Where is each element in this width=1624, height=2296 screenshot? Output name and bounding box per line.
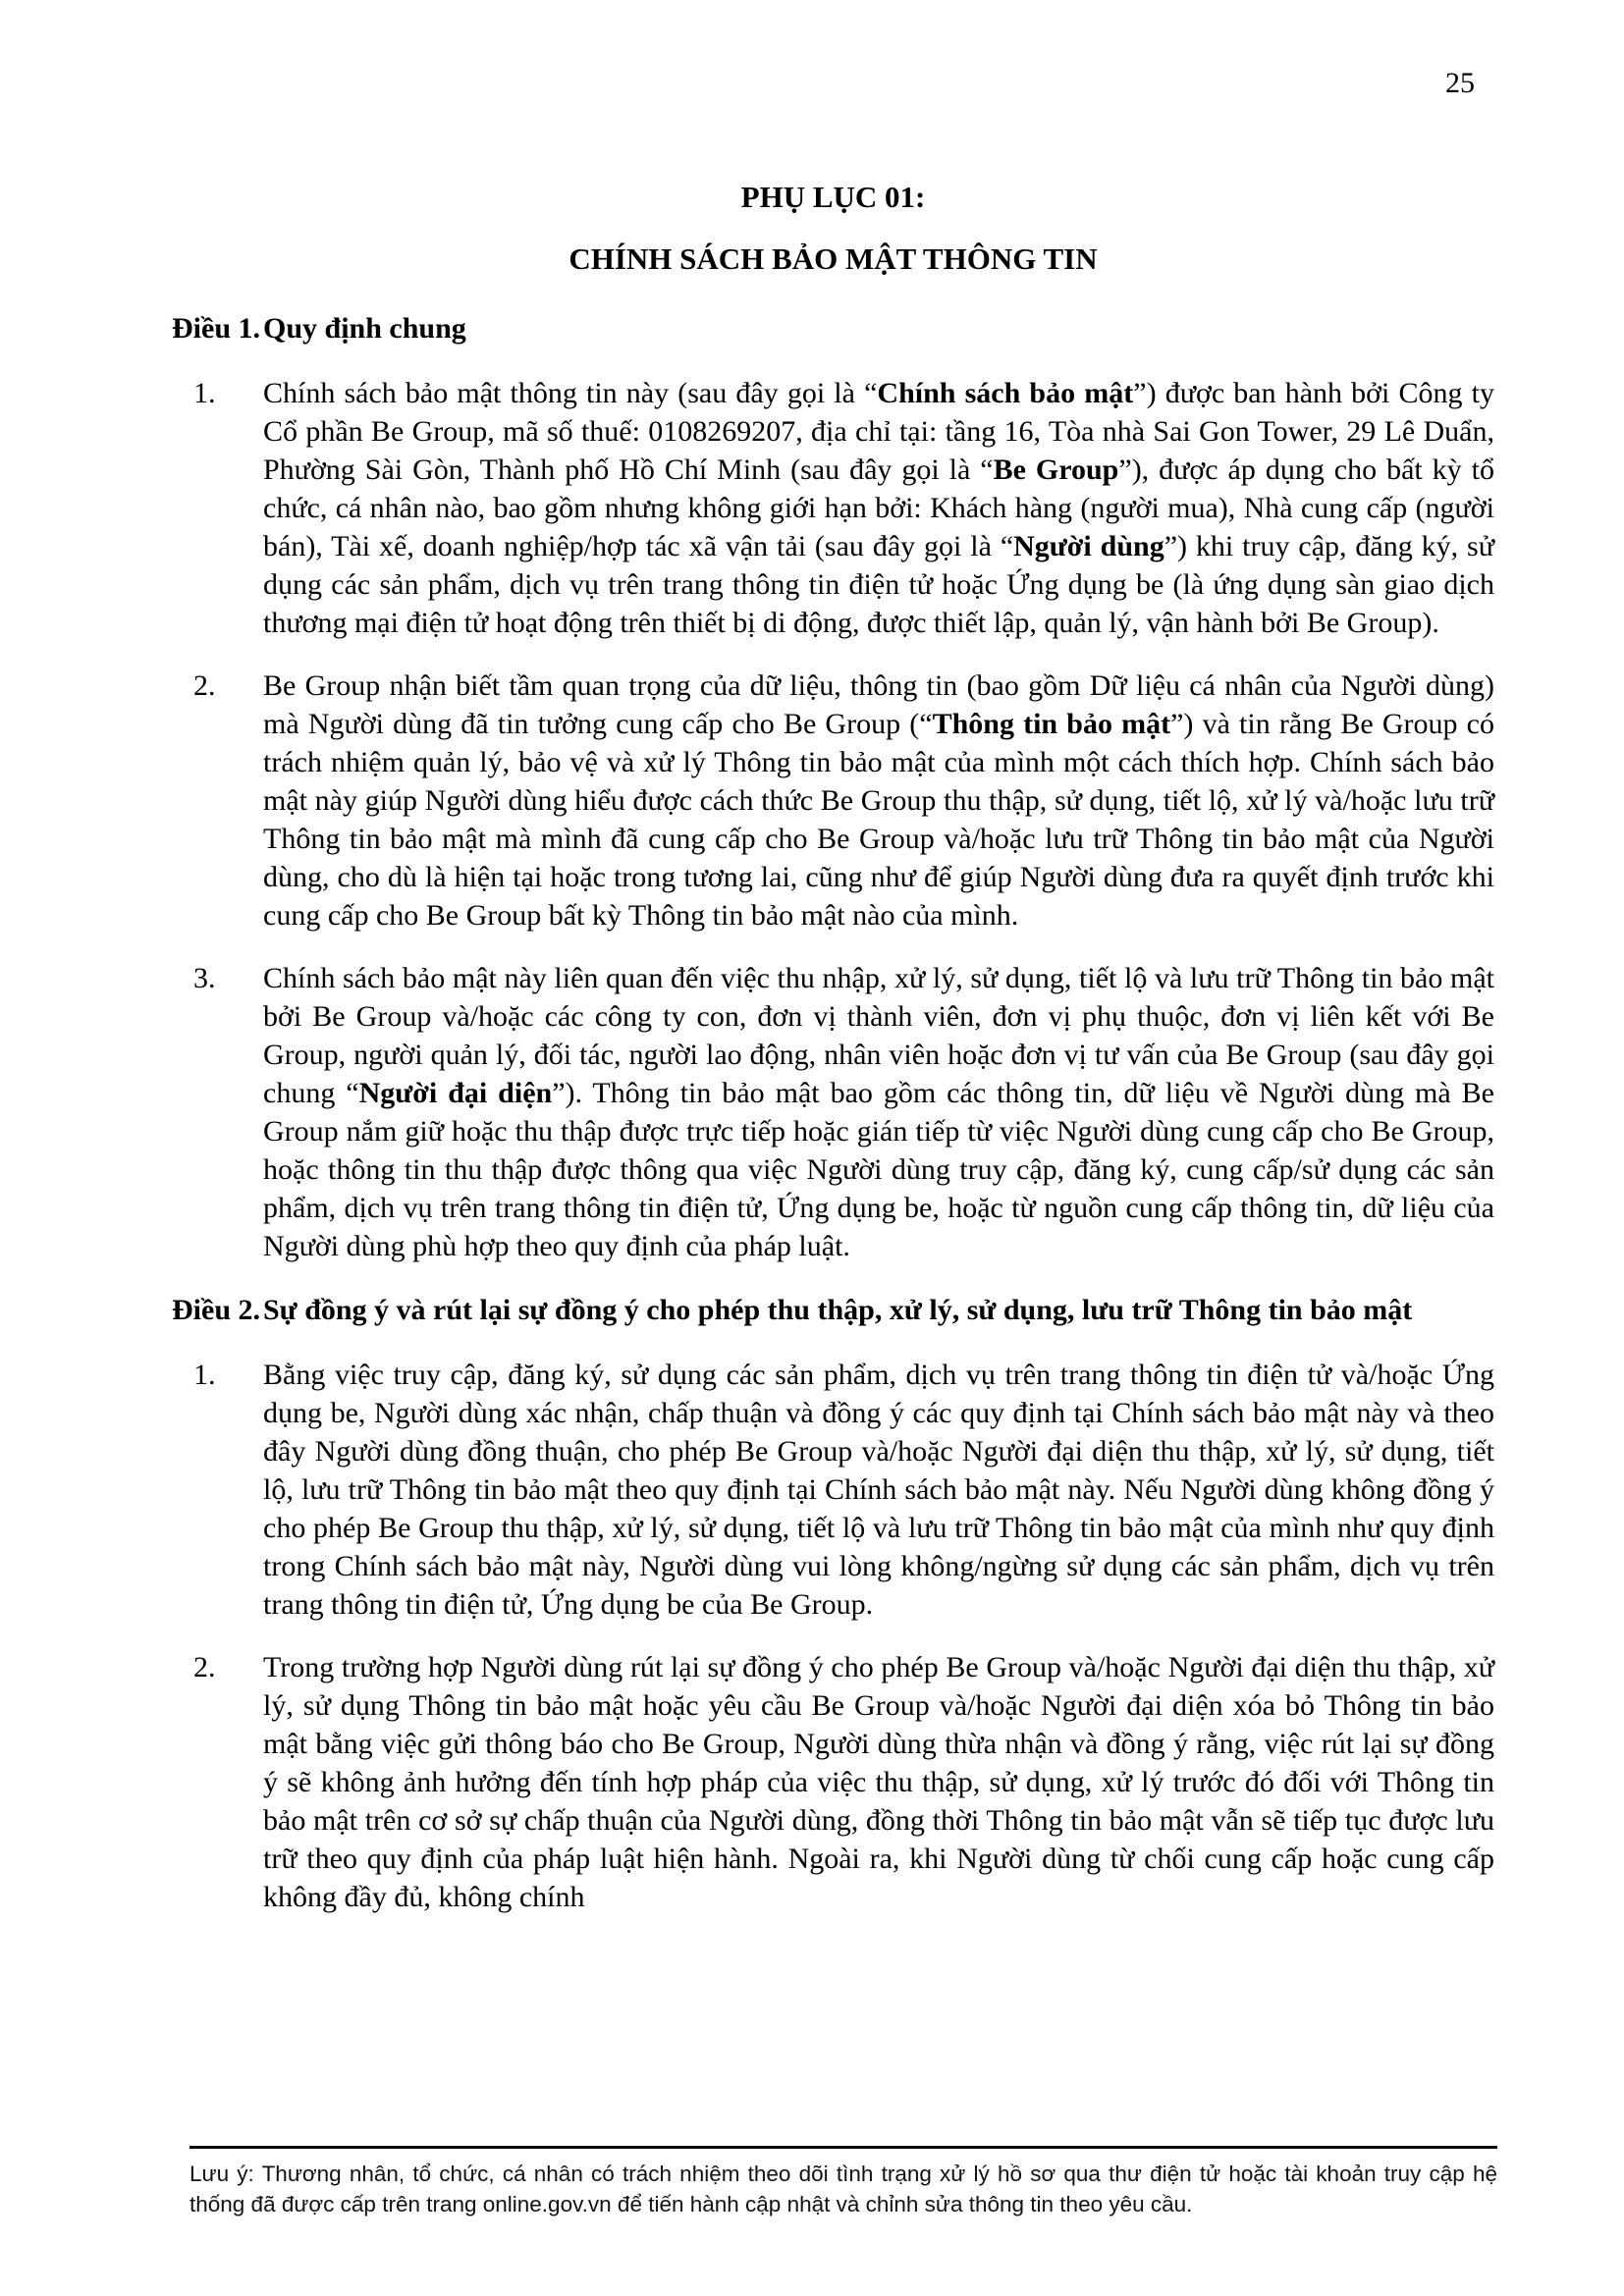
text-segment: ”) và tin rằng Be Group có trách nhiệm quản lý, bảo vệ và xử lý Thông tin bảo mật của mình một cách thích hợp. Chính sách bảo mật này giúp Người dùng hiểu được cách thức Be Group thu thập, sử dụng, tiết lộ, xử lý và/hoặc lưu trữ Thông tin bảo mật mà mình đã cung cấp cho Be Group và/hoặc lưu trữ Thông tin bảo mật của Người dùng, cho dù là hiện tại hoặc trong tương lai, cũng như để giúp Người dùng đưa ra quyết định trước khi cung cấp cho Be Group bất kỳ Thông tin bảo mật nào của mình. xyxy=(263,708,1494,932)
text-segment: ”) khi truy cập, đăng ký, sử dụng các sản phẩm, dịch vụ trên trang thông tin điện tử hoặc Ứng dụng be (là ứng dụng sàn giao dịch thương mại điện tử hoạt động trên thiết bị di động, được thiết lập, quản lý, vận hành bởi Be Group). xyxy=(263,530,1494,639)
list-item xyxy=(172,374,1494,642)
text-segment: Chính sách bảo mật này liên quan đến việc thu nhập, xử lý, sử dụng, tiết lộ và lưu trữ Thông tin bảo mật bởi Be Group và/hoặc các công ty con, đơn vị thành viên, đơn vị phụ thuộc, đơn vị liên kết với Be Group, người quản lý, đối tác, người lao động, nhân viên hoặc đơn vị tư vấn của Be Group (sau đây gọi chung “ xyxy=(263,962,1494,1109)
text-segment: Bằng việc truy cập, đăng ký, sử dụng các sản phẩm, dịch vụ trên trang thông tin điện tử và/hoặc Ứng dụng be, Người dùng xác nhận, chấp thuận và đồng ý các quy định tại Chính sách bảo mật này và theo đây Người dùng đồng thuận, cho phép Be Group và/hoặc Người đại diện thu thập, xử lý, sử dụng, tiết lộ, lưu trữ Thông tin bảo mật theo quy định tại Chính sách bảo mật này. Nếu Người dùng không đồng ý cho phép Be Group thu thập, xử lý, sử dụng, tiết lộ và lưu trữ Thông tin bảo mật của mình như quy định trong Chính sách bảo mật này, Người dùng vui lòng không/ngừng sử dụng các sản phẩm, dịch vụ trên trang thông tin điện tử, Ứng dụng be của Be Group. xyxy=(263,1359,1494,1621)
defined-term: Người đại diện xyxy=(358,1077,553,1109)
item-number: 1. xyxy=(193,377,216,409)
policy-title: CHÍNH SÁCH BẢO MẬT THÔNG TIN xyxy=(568,241,1098,276)
item-number: 2. xyxy=(193,669,216,702)
item-number: 3. xyxy=(193,962,216,994)
footer-note: Lưu ý: Thương nhân, tổ chức, cá nhân có trách nhiệm theo dõi tình trạng xử lý hồ sơ qua thư điện tử hoặc tài khoản truy cập hệ thống đã được cấp trên trang online.gov.vn để tiến hành cập nhật và chỉnh sửa thông tin theo yêu cầu. xyxy=(189,2162,1497,2216)
item-text xyxy=(263,374,1494,642)
item-text xyxy=(263,667,1494,934)
item-number: 2. xyxy=(193,1651,216,1683)
text-segment: Chính sách bảo mật thông tin này (sau đây gọi là “ xyxy=(263,377,878,409)
appendix-title: PHỤ LỤC 01: xyxy=(740,180,926,214)
defined-term: Chính sách bảo mật xyxy=(877,377,1134,409)
text-segment: ”) được ban hành bởi Công ty Cổ phần Be Group, mã số thuế: 0108269207, địa chỉ tại: tầng 16, Tòa nhà Sai Gon Tower, 29 Lê Duẩn, Phường Sài Gòn, Thành phố Hồ Chí Minh (sau đây gọi là “ xyxy=(263,377,1495,486)
defined-term: Thông tin bảo mật xyxy=(932,708,1171,740)
document-body xyxy=(172,308,1494,1916)
page-number: 25 xyxy=(1445,67,1475,99)
page-footer xyxy=(189,2146,1497,2219)
text-segment: Trong trường hợp Người dùng rút lại sự đồng ý cho phép Be Group và/hoặc Người đại diện thu thập, xử lý, sử dụng Thông tin bảo mật hoặc yêu cầu Be Group và/hoặc Người đại diện xóa bỏ Thông tin bảo mật bằng việc gửi thông báo cho Be Group, Người dùng thừa nhận và đồng ý rằng, việc rút lại sự đồng ý sẽ không ảnh hưởng đến tính hợp pháp của việc thu thập, sử dụng, xử lý trước đó đối với Thông tin bảo mật trên cơ sở sự chấp thuận của Người dùng, đồng thời Thông tin bảo mật vẫn sẽ tiếp tục được lưu trữ theo quy định của pháp luật hiện hành. Ngoài ra, khi Người dùng từ chối cung cấp hoặc cung cấp không đầy đủ, không chính xyxy=(263,1651,1494,1913)
list-item xyxy=(172,959,1494,1265)
list-item xyxy=(172,1356,1494,1624)
item-text xyxy=(263,959,1494,1265)
list-item xyxy=(172,667,1494,934)
item-text xyxy=(263,1648,1494,1916)
list-item xyxy=(172,1648,1494,1916)
defined-term: Người dùng xyxy=(1013,530,1164,562)
item-number: 1. xyxy=(193,1359,216,1391)
section-title: Quy định chung xyxy=(263,312,466,345)
text-segment: Be Group nhận biết tầm quan trọng của dữ liệu, thông tin (bao gồm Dữ liệu cá nhân của Người dùng) mà Người dùng đã tin tưởng cung cấp cho Be Group (“ xyxy=(263,669,1494,740)
section-label: Điều 1. xyxy=(172,312,260,345)
text-segment: ”). Thông tin bảo mật bao gồm các thông tin, dữ liệu về Người dùng mà Be Group nắm giữ hoặc thu thập được trực tiếp hoặc gián tiếp từ việc Người dùng cung cấp cho Be Group, hoặc thông tin thu thập được thông qua việc Người dùng truy cập, đăng ký, cung cấp/sử dụng các sản phẩm, dịch vụ trên trang thông tin điện tử, Ứng dụng be, hoặc từ nguồn cung cấp thông tin, dữ liệu của Người dùng phù hợp theo quy định của pháp luật. xyxy=(263,1077,1494,1262)
section-title: Sự đồng ý và rút lại sự đồng ý cho phép thu thập, xử lý, sử dụng, lưu trữ Thông tin bảo mật xyxy=(263,1294,1413,1326)
defined-term: Be Group xyxy=(993,454,1119,486)
title-block xyxy=(172,0,1494,277)
section-label: Điều 2. xyxy=(172,1294,260,1326)
section-heading-1 xyxy=(172,308,1494,348)
item-text xyxy=(263,1356,1494,1624)
text-segment: ”), được áp dụng cho bất kỳ tổ chức, cá nhân nào, bao gồm nhưng không giới hạn bởi: Khách hàng (người mua), Nhà cung cấp (người bán), Tài xế, doanh nghiệp/hợp tác xã vận tải (sau đây gọi là “ xyxy=(263,454,1494,562)
section-heading-2 xyxy=(172,1290,1494,1330)
